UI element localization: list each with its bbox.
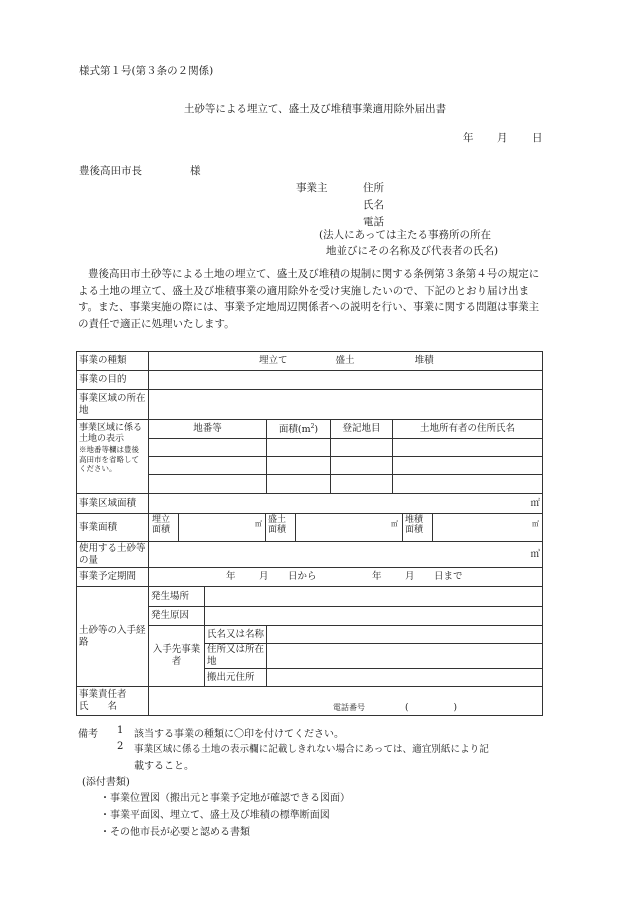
supplier-label: 入手先事業者 <box>149 626 205 687</box>
note-2-text-line2: 載すること。 <box>134 761 194 772</box>
project-type-label: 事業の種類 <box>77 352 149 371</box>
note-1-text: 該当する事業の種類に〇印を付けてください。 <box>134 729 344 740</box>
manager-phone-parens: ( ) <box>405 703 458 713</box>
fill-area-unit: ㎡ <box>255 520 262 528</box>
fill-area-label: 埋立面積 <box>152 515 171 535</box>
notes-label: 備考 <box>78 729 98 740</box>
intro-paragraph: 豊後高田市土砂等による土地の埋立て、盛土及び堆積の規制に関する条例第３条第４号の規定による土地の埋立て、盛土及び堆積事業の適用除外を受け実施したいので、下記のとおり届け出ます。また、事業実施の際には、事業予定地周辺関係者への説明を行い、事業に関する問題は事業主の責任で適正に処理いたします。 <box>78 268 540 330</box>
site-area-label: 事業区域面積 <box>77 494 149 514</box>
location-label: 事業区域の所在地 <box>77 390 149 420</box>
schedule-field[interactable] <box>149 568 543 587</box>
document-title: 土砂等による埋立て、盛土及び堆積事業適用除外届出書 <box>183 103 447 115</box>
addressee-honorific: 様 <box>190 165 201 177</box>
sched-end-month: 月 <box>405 571 415 582</box>
site-area-unit: ㎡ <box>530 497 541 509</box>
pile-area-unit: ㎡ <box>532 520 539 528</box>
site-area-field[interactable] <box>149 494 543 514</box>
supplier-name-label: 氏名又は名称 <box>205 626 267 644</box>
owner-header: 土地所有者の住所氏名 <box>393 420 543 439</box>
corporate-note-line2: 地並びにその名称及び代表者の氏名) <box>326 245 499 257</box>
applicant-phone-label: 電話 <box>363 216 384 228</box>
applicant-address-label: 住所 <box>363 182 384 194</box>
embank-area-unit: ㎡ <box>391 520 398 528</box>
application-table <box>76 351 543 716</box>
project-type-options[interactable] <box>149 352 543 371</box>
corporate-note-line1: (法人にあっては主たる事務所の所在 <box>319 229 491 241</box>
manager-cell <box>77 687 149 716</box>
type-option-embankment[interactable]: 盛土 <box>335 355 355 366</box>
date-month-label: 月 <box>497 132 508 144</box>
form-number: 様式第１号(第３条の２関係) <box>79 65 214 77</box>
addressee: 豊後高田市長 <box>79 165 142 177</box>
purpose-label: 事業の目的 <box>77 371 149 390</box>
land-display-cell <box>77 420 149 494</box>
export-address-field[interactable] <box>267 669 543 687</box>
route-label: 土砂等の入手経路 <box>77 587 149 687</box>
date-year-label: 年 <box>463 132 474 144</box>
area-header: 面積$(m^2)$ <box>267 420 331 439</box>
schedule-label: 事業予定期間 <box>77 568 149 587</box>
supplier-address-field[interactable] <box>267 644 543 669</box>
origin-place-label: 発生場所 <box>149 587 205 607</box>
sched-start-year: 年 <box>226 571 236 582</box>
manager-name-label: 氏 名 <box>79 701 118 712</box>
manager-field[interactable] <box>149 687 543 716</box>
registry-header: 登記地目 <box>331 420 393 439</box>
land-display-label: 事業区域に係る土地の表示 <box>79 423 143 444</box>
origin-cause-field[interactable] <box>205 607 543 626</box>
note-2-number: 2 <box>117 741 124 752</box>
manager-label: 事業責任者 <box>79 689 127 700</box>
applicant-label: 事業主 <box>296 182 328 194</box>
land-display-note: ※地番等欄は豊後高田市を省略してください。 <box>79 445 139 473</box>
sched-until: 日まで <box>434 571 463 582</box>
type-option-pile[interactable]: 堆積 <box>414 355 434 366</box>
export-address-label: 搬出元住所 <box>205 669 267 687</box>
attachment-item: ・事業平面図、埋立て、盛土及び堆積の標準断面図 <box>100 810 330 821</box>
soil-volume-unit: ㎥ <box>530 548 541 560</box>
soil-volume-label: 使用する土砂等の量 <box>77 542 149 568</box>
purpose-field[interactable] <box>149 371 543 390</box>
project-area-field[interactable] <box>149 514 543 542</box>
origin-place-field[interactable] <box>205 587 543 607</box>
origin-cause-label: 発生原因 <box>149 607 205 626</box>
soil-volume-field[interactable] <box>149 542 543 568</box>
applicant-name-label: 氏名 <box>363 199 384 211</box>
note-1-number: 1 <box>117 725 124 736</box>
supplier-address-label: 住所又は所在地 <box>205 644 267 669</box>
attachment-item: ・その他市長が必要と認める書類 <box>100 827 250 838</box>
project-area-label: 事業面積 <box>77 514 149 542</box>
type-option-fill[interactable]: 埋立て <box>259 355 288 366</box>
pile-area-label: 堆積面積 <box>405 515 424 535</box>
embank-area-label: 盛土面積 <box>268 515 287 535</box>
sched-end-year: 年 <box>372 571 382 582</box>
sched-from: 日から <box>288 571 317 582</box>
lot-header: 地番等 <box>149 420 267 439</box>
date-day-label: 日 <box>532 132 543 144</box>
supplier-name-field[interactable] <box>267 626 543 644</box>
manager-phone-label: 電話番号 <box>333 703 365 712</box>
note-2-text-line1: 事業区域に係る土地の表示欄に記載しきれない場合にあっては、適宜別紙により記 <box>134 744 489 755</box>
attachment-item: ・事業位置図（搬出元と事業予定地が確認できる図面） <box>100 793 350 804</box>
location-field[interactable] <box>149 390 543 420</box>
attachments-label: (添付書類) <box>82 777 130 788</box>
sched-start-month: 月 <box>259 571 269 582</box>
